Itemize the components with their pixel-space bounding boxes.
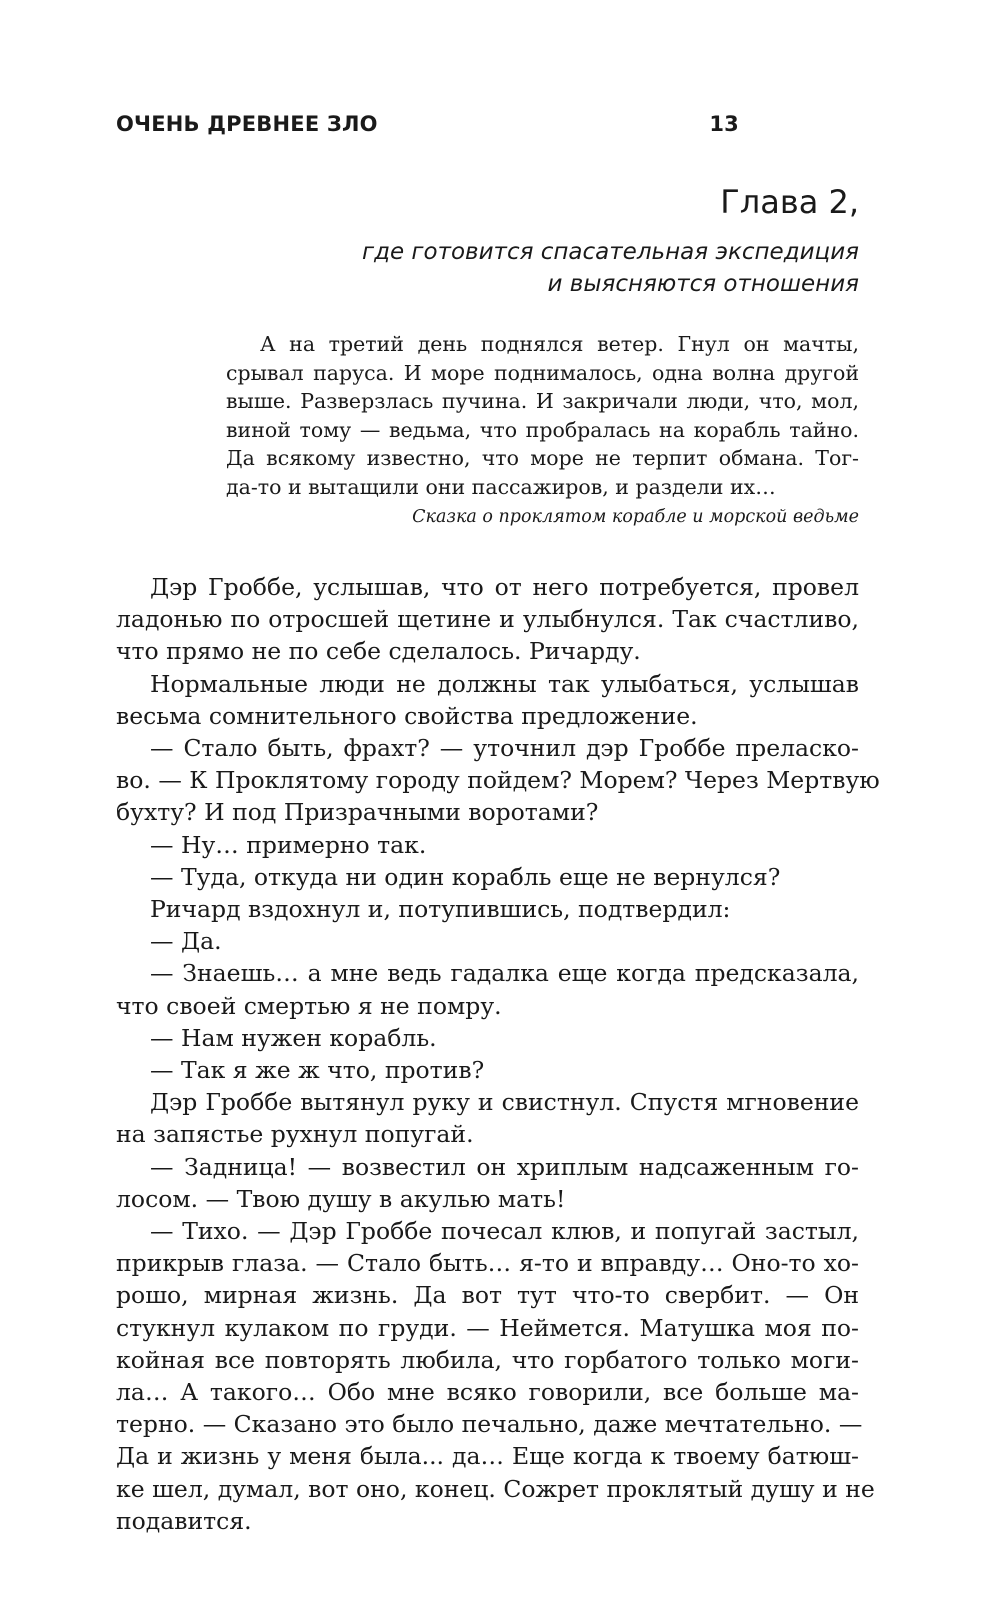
body-line: Дэр Гроббе, услышав, что от него потребуется, провел xyxy=(150,573,859,601)
body-line: подавится. xyxy=(116,1506,252,1535)
page-number: 13 xyxy=(709,112,739,136)
body-line: терно. — Сказано это было печально, даже мечтательно. — xyxy=(116,1410,863,1439)
body-line: — Так я же ж что, против? xyxy=(150,1056,485,1085)
body-line: — Задница! — возвестил он хриплым надсаженным го- xyxy=(150,1152,859,1181)
book-page xyxy=(116,112,880,1537)
body-line: лосом. — Твою душу в акулью мать! xyxy=(116,1184,566,1213)
body-line: рошо, мирная жизнь. Да вот тут что-то свербит. — Он xyxy=(116,1281,859,1310)
chapter-title: Глава 2, xyxy=(720,183,859,221)
body-line: — Ну… примерно так. xyxy=(150,830,427,859)
chapter-subtitle xyxy=(116,236,859,300)
body-line: что прямо не по себе сделалось. Ричарду. xyxy=(116,637,641,666)
body-line: — Да. xyxy=(150,927,222,956)
body-line: что своей смертью я не помру. xyxy=(116,991,502,1020)
body-line: ла… А такого… Обо мне всяко говорили, все больше ма- xyxy=(116,1378,859,1407)
epigraph xyxy=(226,330,859,531)
body-line: Дэр Гроббе вытянул руку и свистнул. Спустя мгновение xyxy=(150,1088,859,1117)
body-line: Ричард вздохнул и, потупившись, подтвердил: xyxy=(150,895,731,924)
chapter-subtitle-line: где готовится спасательная экспедиция xyxy=(361,239,859,265)
body-line: койная все повторять любила, что горбатого только моги- xyxy=(116,1345,859,1374)
body-line: Да и жизнь у меня была... да… Еще когда к твоему батюш- xyxy=(116,1442,859,1471)
running-title: ОЧЕНЬ ДРЕВНЕЕ ЗЛО xyxy=(116,112,378,136)
epigraph-line: да-то и вытащили они пассажиров, и раздели их… xyxy=(226,474,776,499)
chapter-subtitle-line: и выясняются отношения xyxy=(547,271,859,297)
body-line: бухту? И под Призрачными воротами? xyxy=(116,798,599,827)
body-line: — Нам нужен корабль. xyxy=(150,1023,437,1052)
body-line: на запястье рухнул попугай. xyxy=(116,1120,474,1149)
epigraph-source: Сказка о проклятом корабле и морской ведьме xyxy=(412,507,859,527)
body-line: — Туда, откуда ни один корабль еще не вернулся? xyxy=(150,862,781,891)
body-line: ладонью по отросшей щетине и улыбнулся. Так счастливо, xyxy=(116,605,859,634)
body-line: ке шел, думал, вот оно, конец. Сожрет проклятый душу и не xyxy=(116,1474,875,1503)
running-head xyxy=(116,112,859,152)
body-line: — Знаешь… а мне ведь гадалка еще когда предсказала, xyxy=(150,959,859,988)
body-line: стукнул кулаком по груди. — Неймется. Матушка моя по- xyxy=(116,1313,859,1342)
body-line: прикрыв глаза. — Стало быть… я-то и вправду… Оно-то хо- xyxy=(116,1249,859,1278)
body-line: — Стало быть, фрахт? — уточнил дэр Гроббе преласко- xyxy=(150,734,859,763)
epigraph-line: срывал паруса. И море поднималось, одна волна другой xyxy=(226,360,859,385)
body-line: во. — К Проклятому городу пойдем? Морем? Через Мертвую xyxy=(116,766,880,795)
epigraph-line: Да всякому известно, что море не терпит обмана. Тог- xyxy=(226,446,859,470)
body-line: весьма сомнительного свойства предложение. xyxy=(116,701,698,730)
body-line: — Тихо. — Дэр Гроббе почесал клюв, и попугай застыл, xyxy=(150,1217,859,1246)
body-text xyxy=(116,571,880,1537)
epigraph-line: выше. Разверзлась пучина. И закричали люди, что, мол, xyxy=(226,389,859,413)
epigraph-line: А на третий день поднялся ветер. Гнул он мачты, xyxy=(260,332,859,356)
epigraph-line: виной тому — ведьма, что пробралась на корабль тайно. xyxy=(226,417,859,442)
body-line: Нормальные люди не должны так улыбаться, услышав xyxy=(150,669,859,698)
